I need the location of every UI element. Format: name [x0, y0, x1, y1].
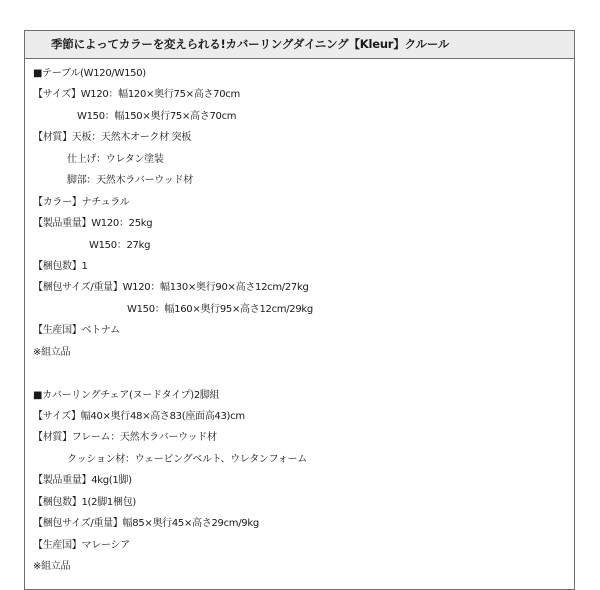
chair-size: 【サイズ】幅40×奥行48×高さ83(座面高43)cm [33, 411, 245, 422]
chair-material-cushion: クッション材：ウェービングベルト、ウレタンフォーム [67, 453, 307, 465]
table-material-legs: 脚部：天然木ラバーウッド材 [67, 175, 193, 187]
table-color: 【カラー】ナチュラル [33, 196, 130, 208]
table-size-w120: 【サイズ】W120：幅120×奥行75×高さ70cm [33, 89, 240, 101]
chair-heading: ■カバーリングチェア(ヌードタイプ)2脚組 [33, 389, 220, 401]
panel-title: 季節によってカラーを変えられる!カバーリングダイニング【Kleur】クルール [25, 31, 574, 59]
chair-packages: 【梱包数】1(2脚1梱包) [33, 496, 136, 508]
chair-origin: 【生産国】マレーシア [33, 539, 130, 551]
table-origin: 【生産国】ベトナム [33, 325, 120, 337]
table-material-finish: 仕上げ：ウレタン塗装 [67, 153, 164, 165]
section-spacer [33, 363, 574, 384]
table-package-size-w120: 【梱包サイズ/重量】W120：幅130×奥行90×高さ12cm/27kg [33, 282, 309, 294]
table-packages: 【梱包数】1 [33, 260, 88, 272]
table-package-size-w150: W150：幅160×奥行95×高さ12cm/29kg [127, 303, 313, 315]
chair-weight: 【製品重量】4kg(1脚) [33, 475, 132, 487]
table-assembly-note: ※組立品 [33, 346, 71, 358]
chair-material-frame: 【材質】フレーム：天然木ラバーウッド材 [33, 432, 217, 444]
chair-assembly-note: ※組立品 [33, 561, 71, 573]
table-weight-w150: W150：27kg [89, 239, 151, 251]
table-size-w150: W150：幅150×奥行75×高さ70cm [77, 110, 237, 122]
table-heading: ■テーブル(W120/W150) [33, 68, 146, 79]
spec-panel [24, 30, 575, 590]
table-weight-w120: 【製品重量】W120：25kg [33, 218, 153, 230]
table-material-top: 【材質】天板：天然木オーク材 突板 [33, 132, 192, 144]
chair-package-size: 【梱包サイズ/重量】幅85×奥行45×高さ29cm/9kg [33, 518, 259, 530]
spec-list [25, 59, 574, 578]
